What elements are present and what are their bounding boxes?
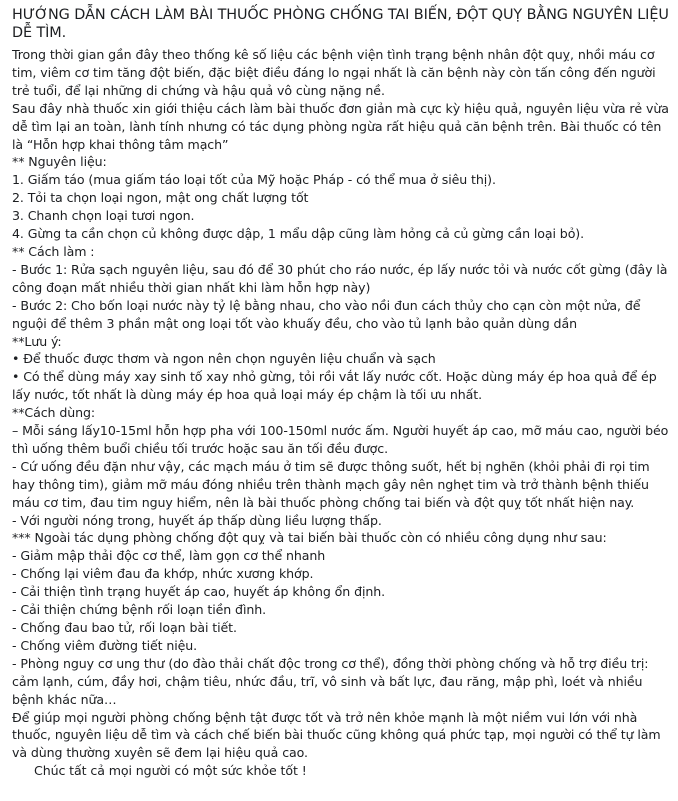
usage-item: - Cứ uống đều đặn như vậy, các mạch máu ở tim sẽ được thông suốt, hết bị nghẽn (khỏi phải đi rọi tim hay thông tim), giảm mỡ máu đóng nhiều trên thành mạch gây nên nghẹt tim và trở thành bệnh thiếu máu cơ tim, đau tim nguy hiểm, nên là bài thuốc phòng chống tai biến và đột quỵ tốt nhất hiện nay. bbox=[12, 458, 650, 510]
note-item: • Để thuốc được thơm và ngon nên chọn nguyên liệu chuẩn và sạch bbox=[12, 351, 436, 367]
intro-paragraph: Trong thời gian gần đây theo thống kê số liệu các bệnh viện tình trạng bệnh nhân đột quỵ, nhồi máu cơ tim, viêm cơ tim tăng đột biến, đặc biệt điều đáng lo ngại nhất là căn bệnh này còn tấn công đến người trẻ tuổi, để lại những di chứng và hậu quả vô cùng nặng nề. bbox=[12, 47, 656, 98]
ingredient-item: 4. Gừng ta cần chọn củ không được dập, 1 mẩu dập cũng làm hỏng cả củ gừng cần loại bỏ). bbox=[12, 226, 585, 242]
method-step: - Bước 2: Cho bốn loại nước này tỷ lệ bằng nhau, cho vào nồi đun cách thủy cho cạn còn một nửa, để nguội để thêm 3 phần mật ong loại tốt vào khuấy đều, cho vào tủ lạnh bảo quản dùng dần bbox=[12, 297, 641, 331]
ingredient-item: 1. Giấm táo (mua giấm táo loại tốt của Mỹ hoặc Pháp - có thể mua ở siêu thị). bbox=[12, 172, 496, 188]
benefit-item: - Giảm mập thải độc cơ thể, làm gọn cơ thể nhanh bbox=[12, 548, 326, 564]
closing-paragraph: Để giúp mọi người phòng chống bệnh tật được tốt và trở nên khỏe mạnh là một niềm vui lớn với nhà thuốc, nguyên liệu dễ tìm và cách chế biến bài thuốc cũng không quá phức tạp, mọi người có thể tự làm và dùng thường xuyên sẽ đem lại hiệu quả cao. bbox=[12, 709, 661, 761]
ingredient-item: 3. Chanh chọn loại tươi ngon. bbox=[12, 208, 195, 224]
section-heading-usage: **Cách dùng: bbox=[12, 405, 96, 421]
intro-paragraph: Sau đây nhà thuốc xin giới thiệu cách làm bài thuốc đơn giản mà cực kỳ hiệu quả, nguyên liệu vừa rẻ vừa dễ tìm lại an toàn, lành tính nhưng có tác dụng phòng ngừa rất hiệu quả căn bệnh trên. Bài thuốc có tên là “Hỗn hợp khai thông tâm mạch” bbox=[12, 100, 669, 152]
benefit-item: - Phòng nguy cơ ung thư (do đào thải chất độc trong cơ thể), đồng thời phòng chống và hỗ trợ điều trị: cảm lạnh, cúm, đầy hơi, chậm tiêu, nhức đầu, trĩ, vô sinh và bất lực, đau răng, mập phì, loét và nhiều bệnh khác nữa… bbox=[12, 655, 649, 707]
section-heading-ingredients: ** Nguyên liệu: bbox=[12, 154, 107, 170]
closing-wish: Chúc tất cả mọi người có một sức khỏe tốt ! bbox=[34, 763, 307, 779]
benefit-item: - Chống đau bao tử, rối loạn bài tiết. bbox=[12, 620, 237, 635]
post-body bbox=[12, 46, 674, 780]
section-heading-benefits: *** Ngoài tác dụng phòng chống đột quỵ và tai biến bài thuốc còn có nhiều công dụng như sau: bbox=[12, 530, 607, 546]
section-heading-notes: **Lưu ý: bbox=[12, 333, 62, 349]
ingredient-item: 2. Tỏi ta chọn loại ngon, mật ong chất lượng tốt bbox=[12, 190, 309, 206]
benefit-item: - Chống lại viêm đau đa khớp, nhức xương khớp. bbox=[12, 566, 314, 582]
benefit-item: - Chống viêm đường tiết niệu. bbox=[12, 637, 198, 653]
note-item: • Có thể dùng máy xay sinh tố xay nhỏ gừng, tỏi rồi vắt lấy nước cốt. Hoặc dùng máy ép hoa quả để ép lấy nước, tốt nhất là dùng máy ép hoa quả loại máy ép chậm là tối ưu nhất. bbox=[12, 369, 657, 403]
section-heading-method: ** Cách làm : bbox=[12, 243, 95, 259]
benefit-item: - Cải thiện tình trạng huyết áp cao, huyết áp không ổn định. bbox=[12, 584, 386, 600]
post bbox=[12, 6, 674, 780]
usage-item: – Mỗi sáng lấy10-15ml hỗn hợp pha với 100-150ml nước ấm. Người huyết áp cao, mỡ máu cao, người béo thì uống thêm buổi chiều tối trước hoặc sau ăn tối đều được. bbox=[12, 423, 669, 456]
benefit-item: - Cải thiện chứng bệnh rối loạn tiền đình. bbox=[12, 602, 267, 618]
usage-item: - Với người nóng trong, huyết áp thấp dùng liều lượng thấp. bbox=[12, 512, 382, 528]
post-title: HƯỚNG DẪN CÁCH LÀM BÀI THUỐC PHÒNG CHỐNG TAI BIẾN, ĐỘT QUỴ BẰNG NGUYÊN LIỆU DỄ TÌM. bbox=[12, 7, 669, 41]
method-step: - Bước 1: Rửa sạch nguyên liệu, sau đó để 30 phút cho ráo nước, ép lấy nước tỏi và nước cốt gừng (đây là công đoạn mất nhiều thời gian nhất khi làm hỗn hợp này) bbox=[12, 261, 668, 295]
